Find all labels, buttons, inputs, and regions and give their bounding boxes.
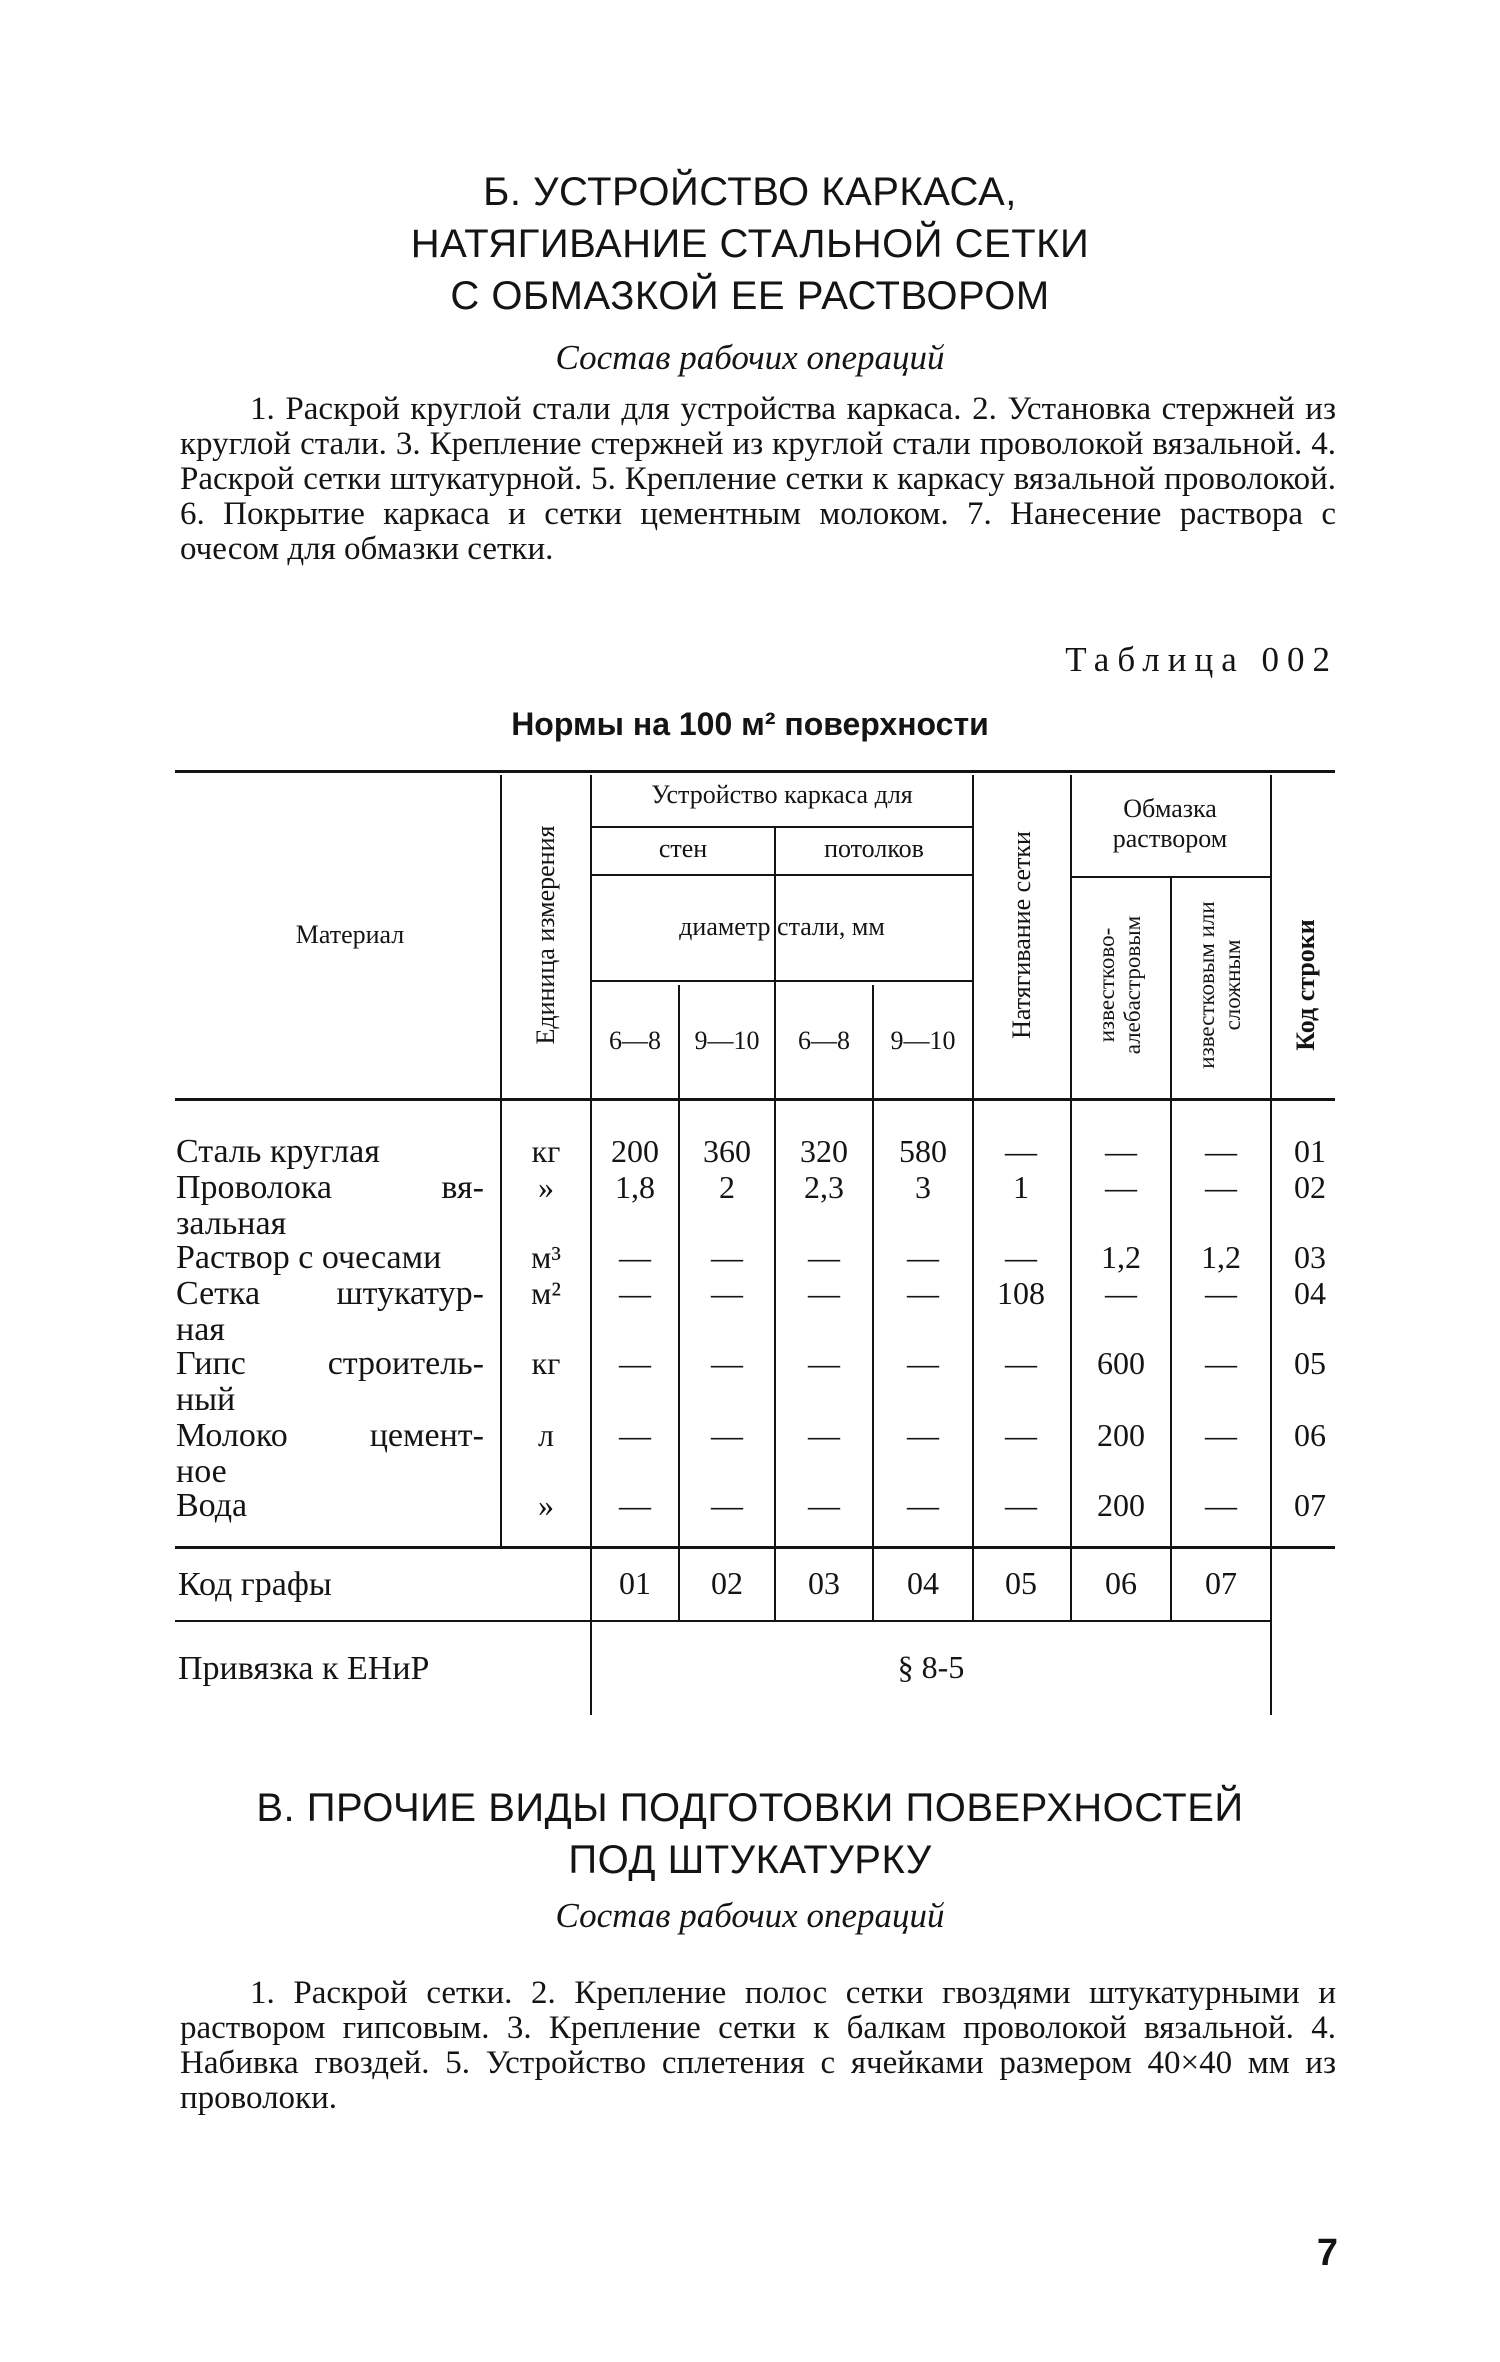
material-name-line — [176, 1170, 484, 1206]
section-c-title-line: В. ПРОЧИЕ ВИДЫ ПОДГОТОВКИ ПОВЕРХНОСТЕЙ — [256, 1786, 1244, 1830]
value-cell: — — [619, 1345, 651, 1381]
row-code-cell: 07 — [1294, 1487, 1326, 1523]
column-code-cell: 07 — [1205, 1565, 1237, 1601]
value-cell: — — [1005, 1345, 1037, 1381]
table-number: Таблица 002 — [1065, 640, 1338, 679]
unit-cell: м³ — [531, 1239, 561, 1275]
material-name-line — [176, 1488, 484, 1524]
value-cell: — — [907, 1345, 939, 1381]
column-codes-label: Код графы — [178, 1566, 332, 1603]
material-name-line — [176, 1276, 484, 1312]
header-diameter-range: 6—8 — [609, 1026, 661, 1055]
section-c-operations — [180, 1976, 1336, 2116]
header-ceilings: потолков — [824, 834, 924, 863]
section-b-title-line: Б. УСТРОЙСТВО КАРКАСА, — [483, 170, 1017, 214]
header-stretching: Натягивание сетки — [1007, 831, 1036, 1039]
material-word: Вода — [176, 1487, 248, 1524]
value-cell: 108 — [997, 1275, 1045, 1311]
value-cell: — — [1105, 1169, 1137, 1205]
section-b-title-line: НАТЯГИВАНИЕ СТАЛЬНОЙ СЕТКИ — [410, 222, 1090, 266]
section-b-title-line: С ОБМАЗКОЙ ЕЕ РАСТВОРОМ — [450, 274, 1050, 318]
value-cell: — — [1205, 1275, 1237, 1311]
section-c-title-line: ПОД ШТУКАТУРКУ — [568, 1838, 932, 1882]
material-name-line: ное — [176, 1453, 227, 1490]
value-cell: 200 — [1097, 1487, 1145, 1523]
table-top-rule — [175, 770, 1335, 773]
unit-cell: » — [538, 1487, 554, 1523]
value-cell: — — [1105, 1275, 1137, 1311]
value-cell: — — [619, 1275, 651, 1311]
column-code-cell: 01 — [619, 1565, 651, 1601]
header-coating: Обмазка раствором — [1112, 794, 1228, 853]
value-cell: 1,2 — [1201, 1239, 1241, 1275]
row-code-cell: 01 — [1294, 1133, 1326, 1169]
material-word: Раствор с очесами — [176, 1239, 442, 1276]
material-word: цемент- — [369, 1417, 484, 1454]
material-name-line: ный — [176, 1381, 236, 1418]
page-number: 7 — [1316, 2232, 1338, 2274]
value-cell: — — [907, 1239, 939, 1275]
value-cell: — — [711, 1345, 743, 1381]
material-word: Сталь круглая — [176, 1133, 380, 1170]
header-rule — [592, 874, 972, 876]
header-walls: стен — [658, 834, 708, 863]
value-cell: 1 — [1013, 1169, 1029, 1205]
value-cell: — — [808, 1487, 840, 1523]
material-name-line — [176, 1418, 484, 1454]
row-code-cell: 05 — [1294, 1345, 1326, 1381]
value-cell: — — [808, 1345, 840, 1381]
material-word: штукатур- — [336, 1275, 484, 1312]
value-cell: — — [1005, 1133, 1037, 1169]
header-lime-gypsum: известково-алебастровым — [1094, 915, 1145, 1055]
material-name-line — [176, 1346, 484, 1382]
header-diameter-range: 9—10 — [890, 1026, 956, 1055]
row-code-cell: 06 — [1294, 1417, 1326, 1453]
header-diameter: диаметр стали, мм — [679, 912, 885, 941]
material-word: Гипс — [176, 1345, 246, 1382]
section-c-operations-text: 1. Раскрой сетки. 2. Крепление полос сетки гвоздями штукатурными и раствором гипсовым. 3. Крепление сетки к балкам проволокой вязальной. 4. Набивка гвоздей. 5. Устройство сплетения с ячейками размером 40×40 мм из проволоки. — [180, 1975, 1336, 2116]
body-bottom-rule — [175, 1546, 1335, 1549]
column-code-cell: 02 — [711, 1565, 743, 1601]
value-cell: — — [619, 1239, 651, 1275]
unit-cell: кг — [531, 1133, 561, 1169]
value-cell: 2 — [719, 1169, 735, 1205]
enir-label: Привязка к ЕНиР — [178, 1650, 430, 1687]
material-name — [176, 1170, 484, 1242]
value-cell: — — [1205, 1487, 1237, 1523]
value-cell: — — [1205, 1169, 1237, 1205]
unit-cell: кг — [531, 1345, 561, 1381]
header-frame: Устройство каркаса для — [651, 780, 913, 809]
value-cell: 360 — [703, 1133, 751, 1169]
value-cell: — — [619, 1487, 651, 1523]
header-unit: Единица измерения — [531, 825, 560, 1045]
value-cell: — — [1205, 1417, 1237, 1453]
value-cell: — — [1005, 1487, 1037, 1523]
material-word: Сетка — [176, 1275, 261, 1312]
material-name — [176, 1276, 484, 1348]
value-cell: — — [711, 1275, 743, 1311]
material-name-line: зальная — [176, 1205, 287, 1242]
value-cell: 1,8 — [615, 1169, 655, 1205]
section-c-title — [160, 1782, 1340, 1886]
value-cell: — — [907, 1487, 939, 1523]
header-material: Материал — [295, 920, 405, 949]
value-cell: — — [711, 1487, 743, 1523]
header-rule — [592, 980, 972, 982]
value-cell: — — [808, 1275, 840, 1311]
material-name — [176, 1240, 484, 1276]
value-cell: 200 — [1097, 1417, 1145, 1453]
material-word: Молоко — [176, 1417, 288, 1454]
value-cell: — — [1005, 1417, 1037, 1453]
material-word: вя- — [441, 1169, 484, 1206]
enir-value: § 8-5 — [897, 1649, 965, 1685]
material-name — [176, 1488, 484, 1524]
section-b-subtitle: Состав рабочих операций — [555, 338, 945, 377]
unit-cell: м² — [531, 1275, 561, 1311]
unit-cell: » — [538, 1169, 554, 1205]
header-bottom-rule — [175, 1098, 1335, 1101]
row-code-cell: 02 — [1294, 1169, 1326, 1205]
column-code-cell: 04 — [907, 1565, 939, 1601]
value-cell: — — [711, 1417, 743, 1453]
column-code-cell: 03 — [808, 1565, 840, 1601]
codes-bottom-rule — [175, 1620, 1270, 1622]
header-diameter-range: 9—10 — [694, 1026, 760, 1055]
material-word: Проволока — [176, 1169, 332, 1206]
value-cell: 200 — [611, 1133, 659, 1169]
column-code-cell: 05 — [1005, 1565, 1037, 1601]
material-name — [176, 1418, 484, 1490]
value-cell: — — [711, 1239, 743, 1275]
material-name-line — [176, 1240, 484, 1276]
value-cell: — — [1105, 1133, 1137, 1169]
value-cell: — — [808, 1417, 840, 1453]
row-code-cell: 03 — [1294, 1239, 1326, 1275]
value-cell: 1,2 — [1101, 1239, 1141, 1275]
material-name — [176, 1346, 484, 1418]
value-cell: 3 — [915, 1169, 931, 1205]
material-word: строитель- — [327, 1345, 484, 1382]
value-cell: — — [907, 1275, 939, 1311]
value-cell: — — [1005, 1239, 1037, 1275]
value-cell: — — [1205, 1345, 1237, 1381]
value-cell: 580 — [899, 1133, 947, 1169]
section-b-operations-text: 1. Раскрой круглой стали для устройства каркаса. 2. Установка стержней из круглой стали. 3. Крепление стержней из круглой стали проволокой вязальной. 4. Раскрой сетки штукатурной. 5. Крепление сетки к каркасу вязальной проволокой. 6. Покрытие каркаса и сетки цементным молоком. 7. Нанесение раствора с очесом для обмазки сетки. — [180, 391, 1336, 567]
value-cell: — — [808, 1239, 840, 1275]
column-code-cell: 06 — [1105, 1565, 1137, 1601]
header-rule — [1072, 876, 1272, 878]
value-cell: — — [619, 1417, 651, 1453]
section-c-subtitle: Состав рабочих операций — [555, 1896, 945, 1935]
header-lime-complex: известковым или сложным — [1194, 901, 1245, 1069]
value-cell: 2,3 — [804, 1169, 844, 1205]
header-row-code: Код строки — [1291, 919, 1320, 1051]
row-code-cell: 04 — [1294, 1275, 1326, 1311]
material-name-line — [176, 1134, 484, 1170]
unit-cell: л — [538, 1417, 554, 1453]
header-diameter-range: 6—8 — [798, 1026, 850, 1055]
value-cell: 600 — [1097, 1345, 1145, 1381]
material-name — [176, 1134, 484, 1170]
value-cell: — — [1205, 1133, 1237, 1169]
material-name-line: ная — [176, 1311, 225, 1348]
header-rule — [592, 826, 972, 828]
value-cell: 320 — [800, 1133, 848, 1169]
value-cell: — — [907, 1417, 939, 1453]
table-caption: Нормы на 100 м² поверхности — [511, 706, 989, 742]
